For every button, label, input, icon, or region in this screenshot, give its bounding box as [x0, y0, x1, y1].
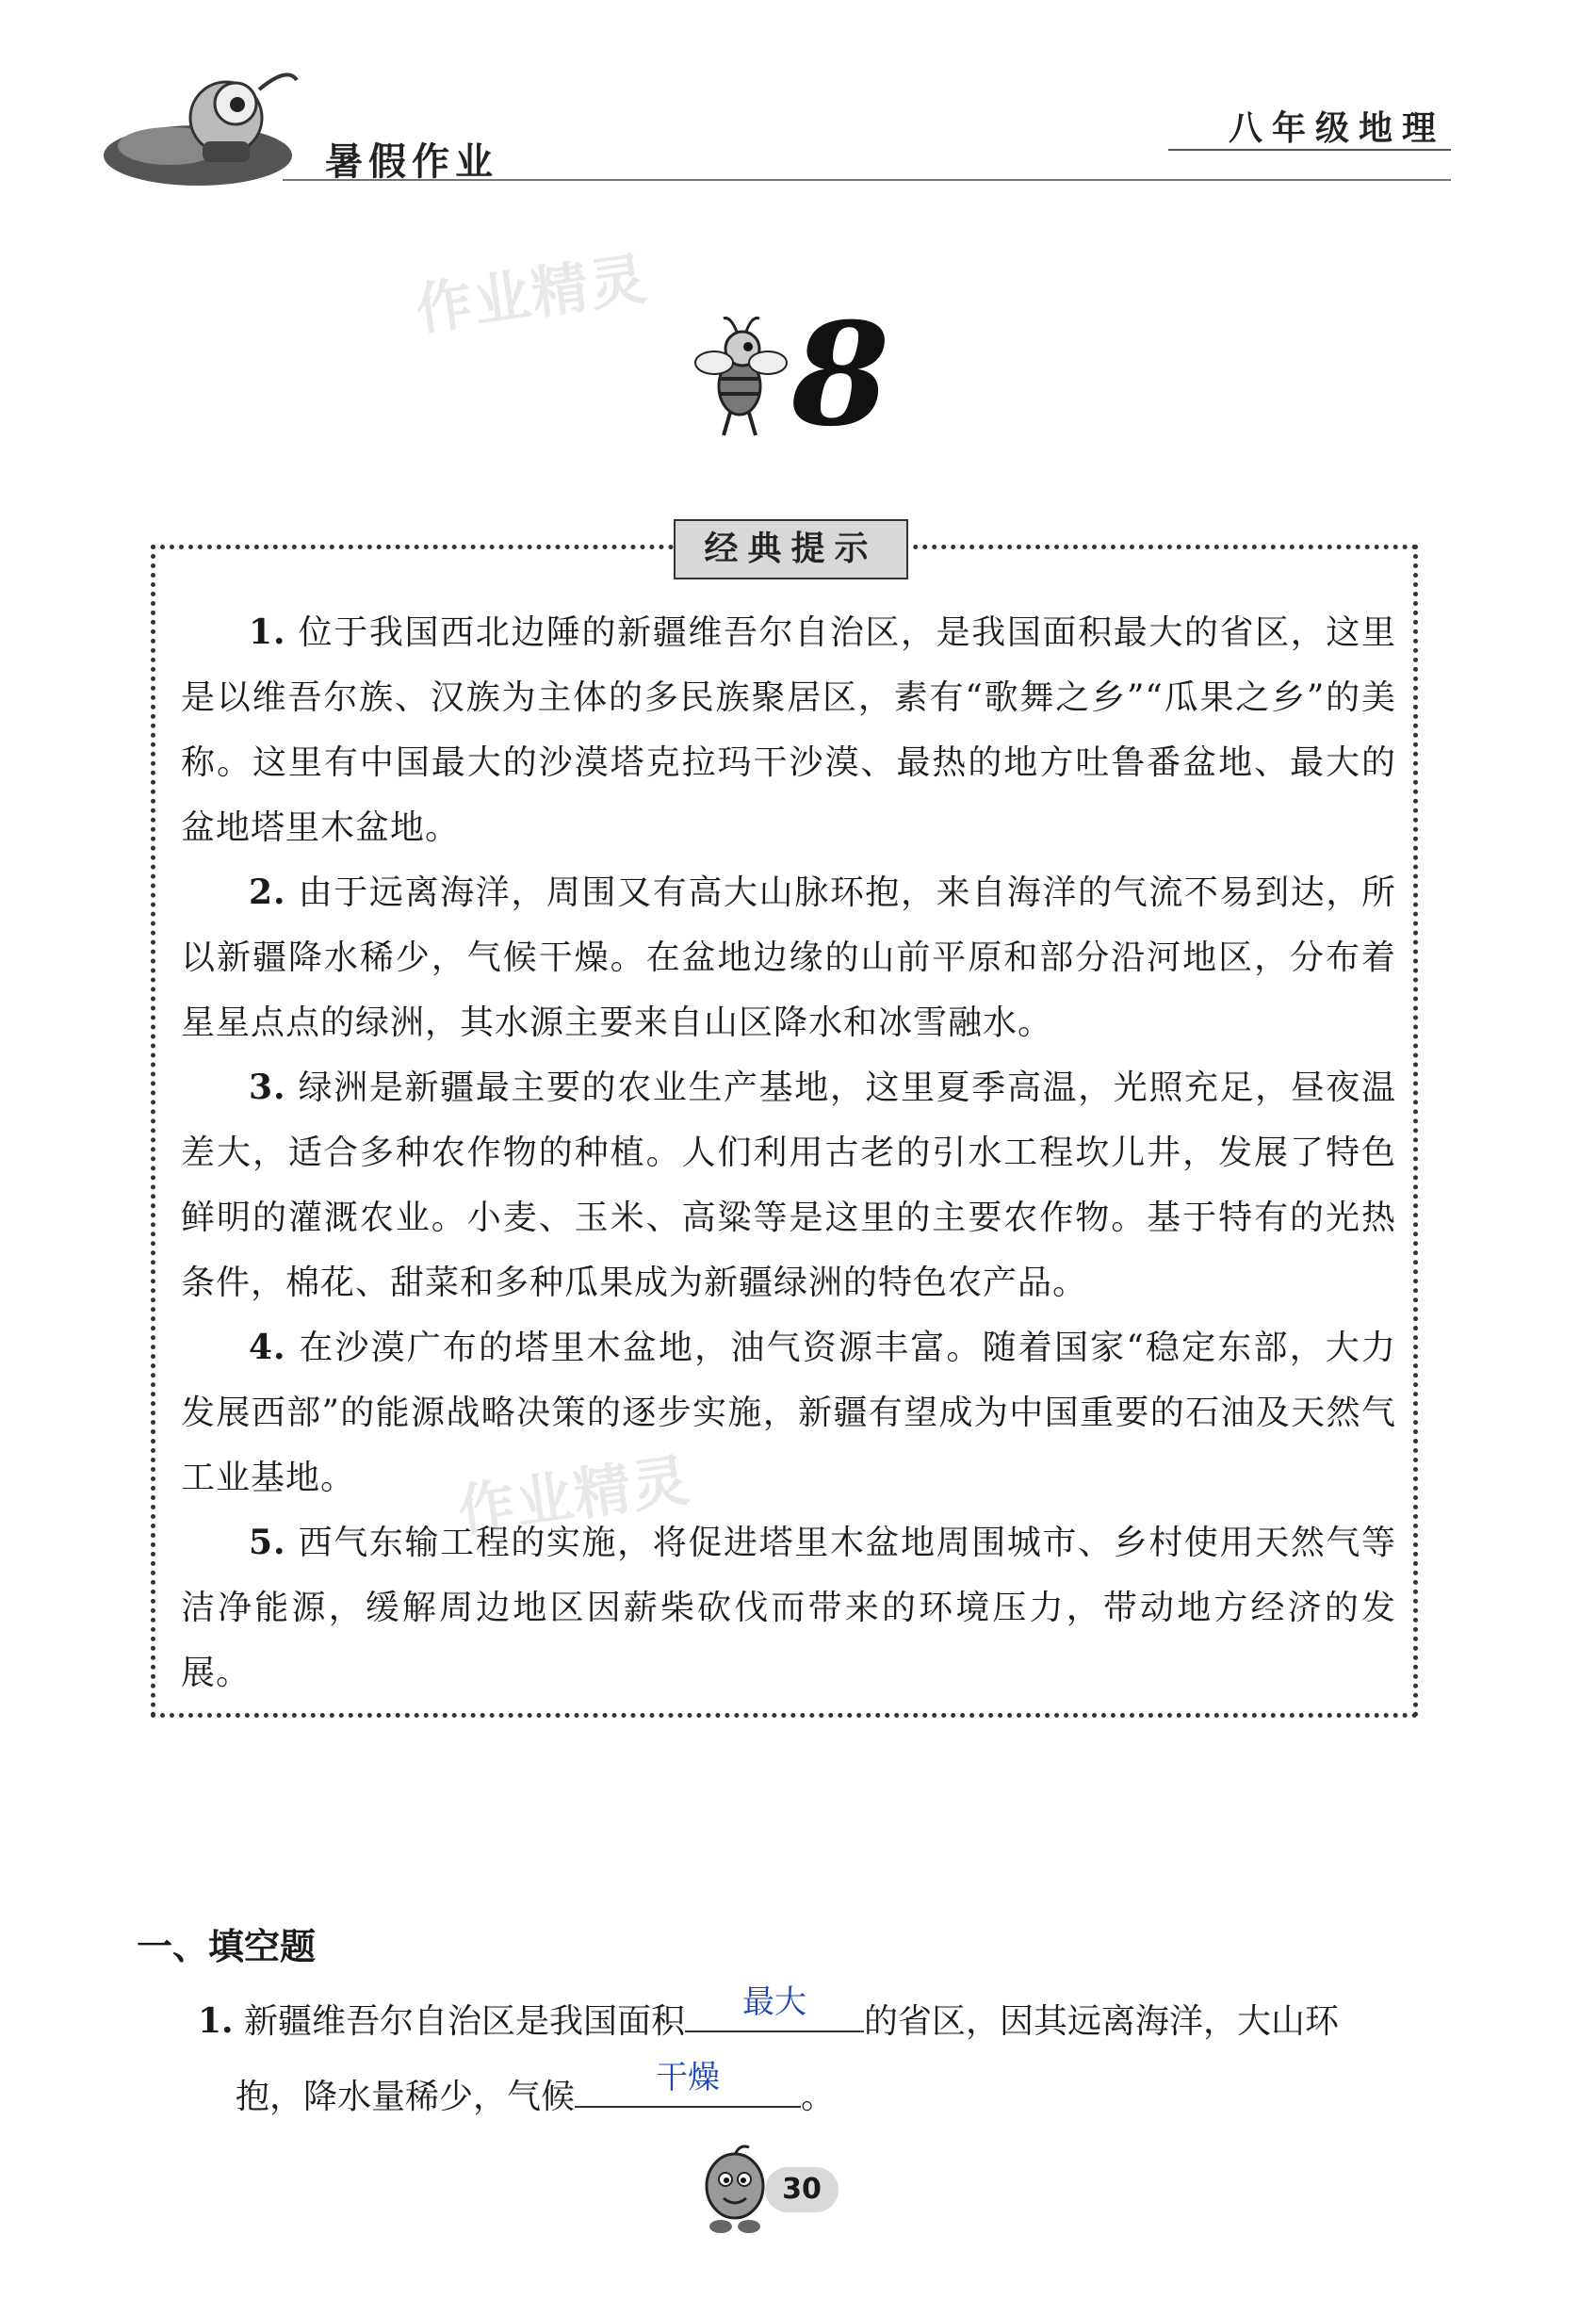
tip-paragraph: 2. 由于远离海洋，周围又有高大山脉环抱，来自海洋的气流不易到达，所以新疆降水稀少，气候干燥。在盆地边缘的山前平原和部分沿河地区，分布着星星点点的绿洲，其水源主要来自山区降水和冰雪融水。	[181, 873, 1396, 1042]
header-subject-title: 八年级地理	[1228, 109, 1445, 148]
question-number: 1.	[198, 2001, 234, 2041]
tips-title: 经典提示	[674, 519, 908, 579]
question-1: 1. 新疆维吾尔自治区是我国面积 最大 的省区，因其远离海洋，大山环 抱，降水量稀少，气候 干燥 。	[198, 1983, 1451, 2135]
watermark: 作业精灵	[412, 246, 653, 344]
mascot-face-icon	[697, 2144, 773, 2238]
tip-paragraph: 3. 绿洲是新疆最主要的农业生产基地，这里夏季高温，光照充足，昼夜温差大，适合多种农作物的种植。人们利用古老的引水工程坎儿井，发展了特色鲜明的灌溉农业。小麦、玉米、高粱等是这里的主要农作物。基于特有的光热条件，棉花、甜菜和多种瓜果成为新疆绿洲的特色农产品。	[181, 1068, 1396, 1302]
header-series-title: 暑假作业	[325, 140, 498, 184]
answer-blank-2[interactable]	[575, 2061, 801, 2108]
page-footer	[697, 2139, 848, 2243]
page-number: 30	[765, 2167, 839, 2212]
lesson-number: 8	[791, 292, 890, 458]
tips-content	[181, 600, 1396, 1705]
tip-paragraph: 4. 在沙漠广布的塔里木盆地，油气资源丰富。随着国家“稳定东部，大力发展西部”的能源战略决策的逐步实施，新疆有望成为中国重要的石油及天然气工业基地。	[181, 1328, 1396, 1497]
tips-box	[151, 530, 1418, 1718]
watermark: 作业精灵	[454, 1447, 695, 1545]
tip-paragraph: 1. 位于我国西北边陲的新疆维吾尔自治区，是我国面积最大的省区，这里是以维吾尔族、汉族为主体的多民族聚居区，素有“歌舞之乡”“瓜果之乡”的美称。这里有中国最大的沙漠塔克拉玛干沙漠、最热的地方吐鲁番盆地、最大的盆地塔里木盆地。	[181, 612, 1396, 847]
tip-paragraph: 5. 西气东输工程的实施，将促进塔里木盆地周围城市、乡村使用天然气等洁净能源，缓解周边地区因薪柴砍伐而带来的环境压力，带动地方经济的发展。	[181, 1523, 1396, 1692]
section-title: 一、填空题	[137, 1926, 317, 1967]
mascot-illustration-icon	[94, 52, 301, 193]
header-divider	[283, 179, 1451, 181]
answer-1: 最大	[742, 1983, 807, 2021]
answer-blank-1[interactable]	[685, 1985, 864, 2032]
header-divider-short	[1168, 149, 1451, 151]
answer-2: 干燥	[656, 2059, 721, 2096]
lesson-heading	[688, 292, 914, 458]
bee-mascot-icon	[688, 311, 791, 443]
page-header	[0, 0, 1596, 217]
